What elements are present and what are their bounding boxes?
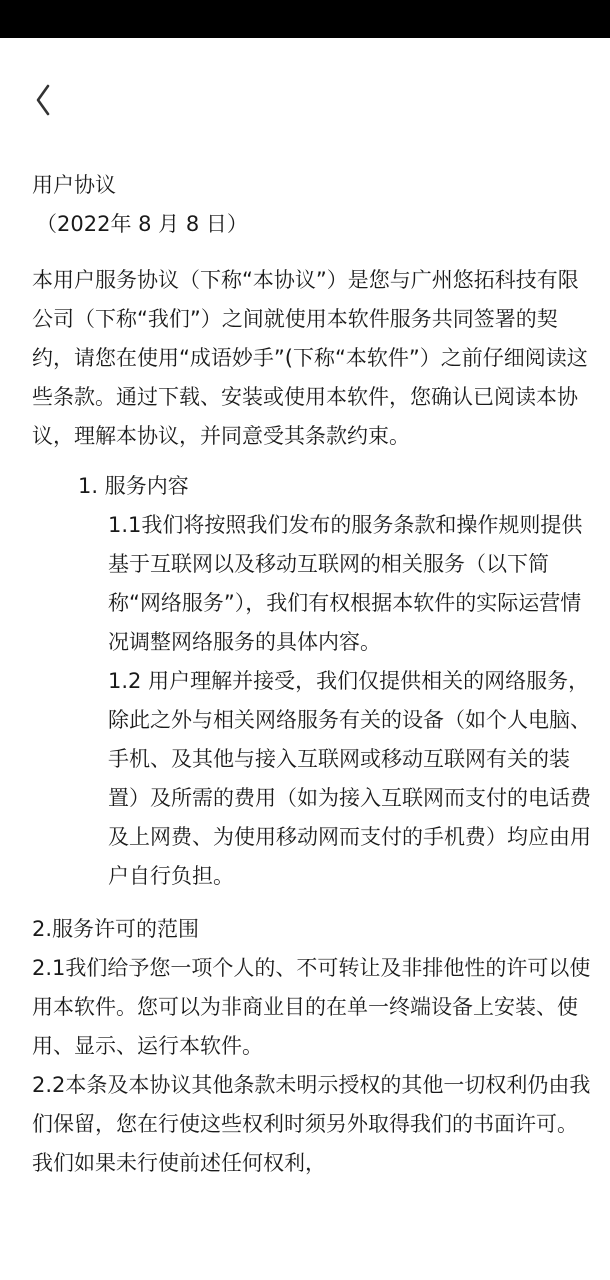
agreement-title: 用户协议 bbox=[32, 173, 116, 197]
section-heading: 2.服务许可的范围 bbox=[32, 917, 200, 941]
intro-paragraph: 本用户服务协议（下称“本协议”）是您与广州悠拓科技有限公司（下称“我们”）之间就使用本软件服务共同签署的契约，请您在使用“成语妙手”(下称“本软件”）之前仔细阅读这些条款。通过下载、安装或使用本软件，您确认已阅读本协议，理解本协议，并同意受其条款约束。 bbox=[32, 268, 588, 448]
section-license-scope bbox=[32, 910, 592, 1183]
agreement-date: （2022年 8 月 8 日） bbox=[36, 212, 248, 236]
section-service-content bbox=[32, 467, 592, 896]
agreement-content bbox=[32, 166, 592, 1183]
back-button[interactable] bbox=[28, 76, 68, 124]
status-bar bbox=[0, 0, 610, 38]
agreement-header bbox=[32, 166, 592, 244]
clause-2-2: 2.2本条及本协议其他条款未明示授权的其他一切权利仍由我们保留，您在行使这些权利时须另外取得我们的书面许可。我们如果未行使前述任何权利， bbox=[32, 1073, 591, 1175]
section-heading: 1. 服务内容 bbox=[78, 474, 189, 498]
clause-1-1: 1.1我们将按照我们发布的服务条款和操作规则提供基于互联网以及移动互联网的相关服务（以下简称“网络服务”），我们有权根据本软件的实际运营情况调整网络服务的具体内容。 bbox=[108, 513, 583, 654]
clause-1-2: 1.2 用户理解并接受，我们仅提供相关的网络服务，除此之外与相关网络服务有关的设备（如个人电脑、手机、及其他与接入互联网或移动互联网有关的装置）及所需的费用（如为接入互联网而支付的电话费及上网费、为使用移动网而支付的手机费）均应由用户自行负担。 bbox=[108, 669, 591, 888]
clause-2-1: 2.1我们给予您一项个人的、不可转让及非排他性的许可以使用本软件。您可以为非商业目的在单一终端设备上安装、使用、显示、运行本软件。 bbox=[32, 956, 591, 1058]
chevron-left-icon bbox=[28, 76, 68, 124]
